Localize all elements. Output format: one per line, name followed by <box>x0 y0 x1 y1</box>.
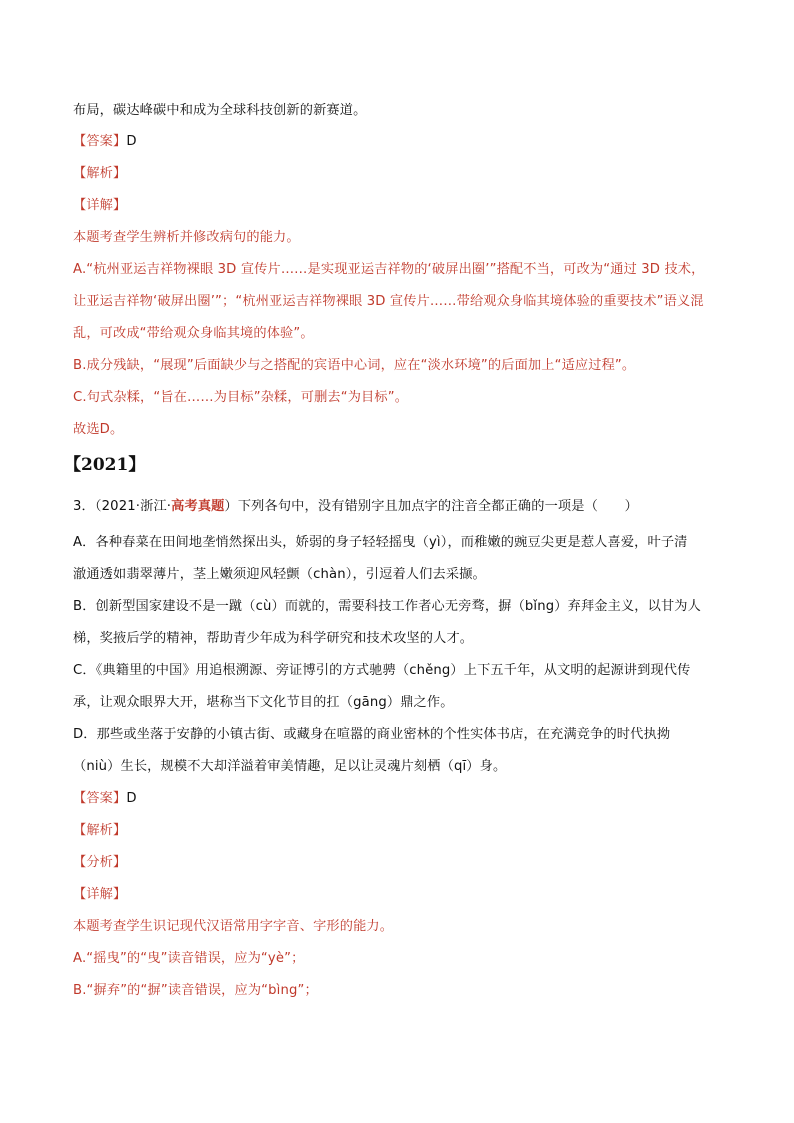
q3-option-d-line2: （niù）生长，规模不大却洋溢着审美情趣，足以让灵魂片刻栖（qī）身。 <box>73 759 507 774</box>
answer-tag: 【答案】 <box>73 791 127 806</box>
year-heading: 【2021】 <box>64 455 146 475</box>
answer-value: D <box>126 791 137 806</box>
q2-option-b: B.成分残缺，“展现”后面缺少与之搭配的宾语中心词，应在“淡水环境”的后面加上“适应过程”。 <box>73 358 636 373</box>
q3-answer-line <box>73 791 137 807</box>
answer-tag: 【答案】 <box>73 134 127 149</box>
q2-answer-line <box>73 134 137 150</box>
q2-tail-line: 布局，碳达峰碳中和成为全球科技创新的新赛道。 <box>73 103 367 118</box>
q2-intro: 本题考查学生辨析并修改病句的能力。 <box>73 230 300 245</box>
q3-option-b-line2: 梯，奖掖后学的精神，帮助青少年成为科学研究和技术攻坚的人才。 <box>73 631 474 646</box>
q3-explanation-a: A.“摇曳”的“曳”读音错误，应为“yè”； <box>73 951 305 966</box>
q3-stem-text: ）下列各句中，没有错别字且加点字的注音全都正确的一项是（ ） <box>224 499 638 514</box>
q2-option-a-line3: 乱，可改成“带给观众身临其境的体验”。 <box>73 326 314 341</box>
q3-option-a-line2: 澈通透如翡翠薄片，茎上嫩须迎风轻颤（chàn），引逗着人们去采撷。 <box>73 567 486 582</box>
q2-conclusion: 故选D。 <box>73 422 124 437</box>
q3-intro: 本题考查学生识记现代汉语常用字字音、字形的能力。 <box>73 919 394 934</box>
q2-analysis-tag: 【解析】 <box>73 166 127 181</box>
q3-stem <box>73 499 638 515</box>
q3-detail-tag: 【详解】 <box>73 887 127 902</box>
q3-fenxi-tag: 【分析】 <box>73 855 127 870</box>
q2-option-a-line1: A.“杭州亚运吉祥物裸眼 3D 宣传片……是实现亚运吉祥物的‘破屏出圈’”搭配不当，可改为“通过 3D 技术， <box>73 262 705 277</box>
q3-option-c-line2: 承，让观众眼界大开，堪称当下文化节目的扛（gāng）鼎之作。 <box>73 695 454 710</box>
q3-option-b-line1: B．创新型国家建设不是一蹴（cù）而就的，需要科技工作者心无旁骛，摒（bǐng）弃拜金主义，以甘为人 <box>73 599 701 614</box>
q3-option-c-line1: C．《典籍里的中国》用追根溯源、旁证博引的方式驰骋（chěng）上下五千年，从文明的起源讲到现代传 <box>73 663 691 678</box>
q2-option-c: C.句式杂糅，“旨在……为目标”杂糅，可删去“为目标”。 <box>73 390 409 405</box>
q3-explanation-b: B.“摒弃”的“摒”读音错误，应为“bìng”； <box>73 983 318 998</box>
q3-source: 高考真题 <box>171 499 225 514</box>
q2-option-a-line2: 让亚运吉祥物‘破屏出圈’”；“杭州亚运吉祥物裸眼 3D 宣传片……带给观众身临其境体验的重要技术”语义混 <box>73 294 704 309</box>
q2-detail-tag: 【详解】 <box>73 198 127 213</box>
answer-value: D <box>126 134 137 149</box>
q3-prefix: 3．（2021·浙江· <box>73 499 172 514</box>
q3-option-a-line1: A．各种春菜在田间地垄悄然探出头，娇弱的身子轻轻摇曳（yì），而稚嫩的豌豆尖更是惹人喜爱，叶子清 <box>73 535 688 550</box>
q3-option-d-line1: D．那些或坐落于安静的小镇古街、或藏身在喧嚣的商业密林的个性实体书店，在充满竞争的时代执拗 <box>73 727 671 742</box>
q3-analysis-tag: 【解析】 <box>73 823 127 838</box>
